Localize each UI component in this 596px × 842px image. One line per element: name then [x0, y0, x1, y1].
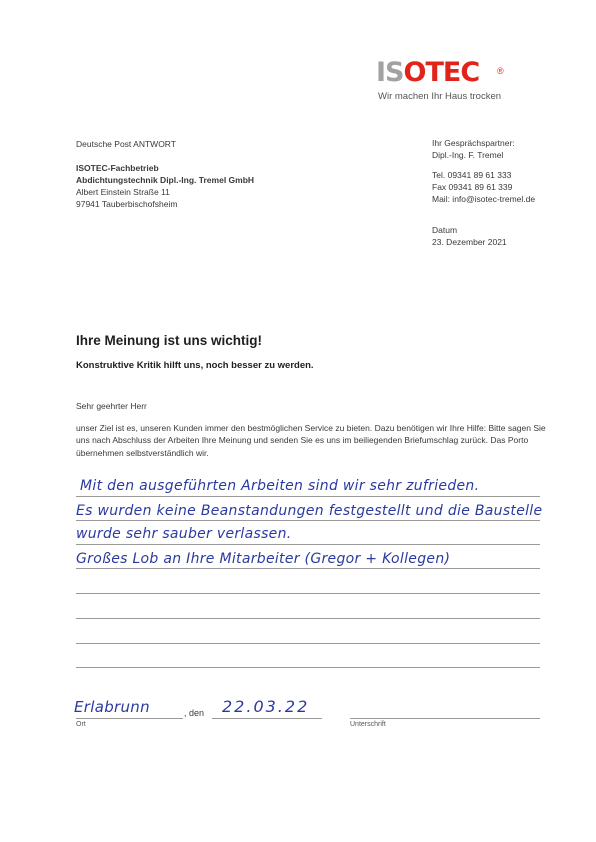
- recipient-company: ISOTEC-Fachbetrieb: [76, 163, 159, 173]
- place-line: [76, 718, 183, 719]
- signature-line: [350, 718, 540, 719]
- writing-line: [76, 496, 540, 497]
- writing-line: [76, 593, 540, 594]
- date-label: Datum: [432, 225, 458, 235]
- writing-line: [76, 520, 540, 521]
- recipient-city: 97941 Tauberbischofsheim: [76, 199, 178, 209]
- contact-phone: Tel. 09341 89 61 333: [432, 170, 512, 180]
- place-caption: Ort: [76, 721, 86, 728]
- handwritten-date: 22.03.22: [222, 697, 310, 716]
- handwritten-line-1: Mit den ausgeführten Arbeiten sind wir sehr zufrieden.: [80, 478, 480, 494]
- logo-wordmark: ISOTEC: [376, 57, 480, 88]
- logo-tagline: Wir machen Ihr Haus trocken: [378, 91, 502, 102]
- contact-fax: Fax 09341 89 61 339: [432, 182, 513, 192]
- handwritten-place: Erlabrunn: [74, 698, 150, 716]
- reply-line: Deutsche Post ANTWORT: [76, 139, 176, 149]
- page-title: Ihre Meinung ist uns wichtig!: [76, 333, 263, 348]
- handwritten-line-3: wurde sehr sauber verlassen.: [76, 526, 292, 542]
- intro-paragraph: unser Ziel ist es, unseren Kunden immer den bestmöglichen Service zu bieten. Dazu benötigen wir Ihre Hilfe: Bitte sagen Sie uns nach Abschluss der Arbeiten Ihre Meinung und senden Sie es uns im beiliegenden Briefumschlag zurück. Das Porto übernehmen selbstverständlich wir.: [76, 423, 546, 458]
- handwritten-line-4: Großes Lob an Ihre Mitarbeiter (Gregor + Kollegen): [76, 551, 451, 567]
- contact-name: Dipl.-Ing. F. Tremel: [432, 150, 504, 160]
- signature-caption: Unterschrift: [350, 721, 386, 728]
- writing-line: [76, 618, 540, 619]
- salutation: Sehr geehrter Herr: [76, 401, 147, 411]
- recipient-street: Albert Einstein Straße 11: [76, 187, 170, 197]
- recipient-company-full: Abdichtungstechnik Dipl.-Ing. Tremel GmbH: [76, 175, 255, 185]
- writing-line: [76, 643, 540, 644]
- writing-line: [76, 568, 540, 569]
- handwritten-line-2: Es wurden keine Beanstandungen festgestellt und die Baustelle: [76, 503, 543, 519]
- writing-line: [76, 544, 540, 545]
- contact-email: Mail: info@isotec-tremel.de: [432, 194, 536, 204]
- writing-line: [76, 667, 540, 668]
- comma-den-text: , den: [184, 708, 205, 718]
- letter-date: 23. Dezember 2021: [432, 237, 507, 247]
- registered-mark: ®: [497, 66, 504, 76]
- page-subtitle: Konstruktive Kritik hilft uns, noch besser zu werden.: [76, 360, 314, 371]
- isotec-logo: [376, 58, 508, 106]
- date-line: [212, 718, 322, 719]
- contact-label: Ihr Gesprächspartner:: [432, 138, 515, 148]
